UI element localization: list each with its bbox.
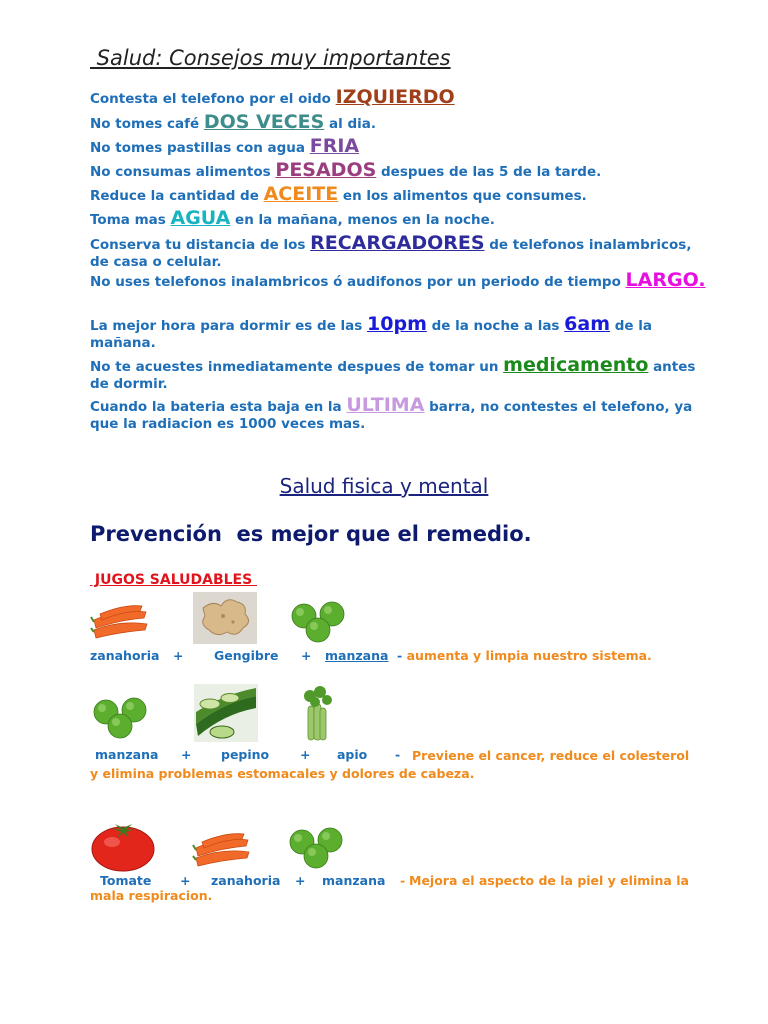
green-apples-icon — [288, 598, 350, 644]
carrots-icon — [90, 598, 150, 642]
recipe-description: Previene el cancer, reduce el colesterol y elimina problemas estomacales y dolores de cabeza. — [90, 748, 690, 781]
tip-1: Contesta el telefono por el oido IZQUIERDO — [90, 86, 455, 108]
tip-10-emphasis: medicamento — [503, 354, 649, 376]
prevention-heading: Prevención es mejor que el remedio. — [90, 522, 532, 546]
tip-5-emphasis: ACEITE — [263, 183, 339, 205]
ginger-icon — [193, 592, 257, 644]
recipe-2: manzana + pepino + apio - Previene el cancer, reduce el colesterol y elimina problemas estomacales y dolores de cabeza. — [90, 747, 700, 763]
tip-6-emphasis: AGUA — [170, 207, 231, 229]
green-apples-icon — [90, 694, 152, 740]
plus-sign: + — [180, 873, 191, 888]
tip-5: Reduce la cantidad de ACEITE en los alimentos que consumes. — [90, 183, 587, 205]
plus-sign: + — [295, 873, 306, 888]
plus-sign: + — [173, 648, 184, 663]
cucumber-icon — [194, 684, 258, 742]
tip-7-emphasis: RECARGADORES — [310, 232, 485, 254]
ingredient: pepino — [221, 747, 270, 762]
tip-11-emphasis: ULTIMA — [346, 394, 425, 416]
section-subtitle: Salud fisica y mental — [279, 474, 489, 498]
tip-8: No uses telefonos inalambricos ó audifonos por un periodo de tiempo LARGO. — [90, 269, 706, 291]
ingredient: zanahoria — [90, 648, 160, 663]
tomato-icon — [90, 818, 156, 872]
tip-11: Cuando la bateria esta baja en la ULTIMA barra, no contestes el telefono, ya que la radiacion es 1000 veces mas. — [90, 394, 693, 432]
juices-heading: JUGOS SALUDABLES — [90, 572, 258, 588]
plus-sign: + — [301, 648, 312, 663]
tip-9: La mejor hora para dormir es de las 10pm de la noche a las 6am de la mañana. — [90, 313, 652, 351]
ingredient: manzana — [322, 873, 386, 888]
tip-4: No consumas alimentos PESADOS despues de las 5 de la tarde. — [90, 159, 602, 181]
tip-1-emphasis: IZQUIERDO — [335, 86, 455, 108]
ingredient: Tomate — [100, 873, 152, 888]
tip-4-emphasis: PESADOS — [275, 159, 377, 181]
tip-3-emphasis: FRIA — [309, 135, 360, 157]
tip-6: Toma mas AGUA en la mañana, menos en la noche. — [90, 207, 495, 229]
tip-2: No tomes café DOS VECES al dia. — [90, 111, 376, 133]
recipe-description: Mejora el aspecto de la piel y elimina la mala respiracion. — [90, 873, 689, 903]
ingredient: zanahoria — [211, 873, 281, 888]
ingredient: manzana — [325, 648, 389, 663]
tip-8-emphasis: LARGO. — [625, 269, 706, 291]
carrots-icon — [192, 826, 252, 870]
recipe-1: zanahoria + Gengibre + manzana - aumenta y limpia nuestro sistema. — [90, 648, 652, 663]
tip-10: No te acuestes inmediatamente despues de tomar un medicamento antes de dormir. — [90, 354, 696, 392]
page-title: Salud: Consejos muy importantes — [90, 46, 451, 70]
celery-icon — [300, 686, 334, 742]
tip-9-emphasis-2: 6am — [564, 313, 611, 335]
plus-sign: + — [300, 747, 311, 762]
green-apples-icon — [286, 824, 348, 870]
tip-7: Conserva tu distancia de los RECARGADORES de telefonos inalambricos, de casa o celular. — [90, 232, 692, 270]
tip-9-emphasis: 10pm — [367, 313, 427, 335]
tip-2-emphasis: DOS VECES — [203, 111, 325, 133]
recipe-description: aumenta y limpia nuestro sistema. — [406, 648, 652, 663]
ingredient: apio — [337, 747, 368, 762]
recipe-3: Tomate + zanahoria + manzana - Mejora el aspecto de la piel y elimina la mala respiracion. — [90, 873, 700, 889]
ingredient: Gengibre — [214, 648, 279, 663]
tip-3: No tomes pastillas con agua FRIA — [90, 135, 360, 157]
plus-sign: + — [181, 747, 192, 762]
ingredient: manzana — [95, 747, 159, 762]
